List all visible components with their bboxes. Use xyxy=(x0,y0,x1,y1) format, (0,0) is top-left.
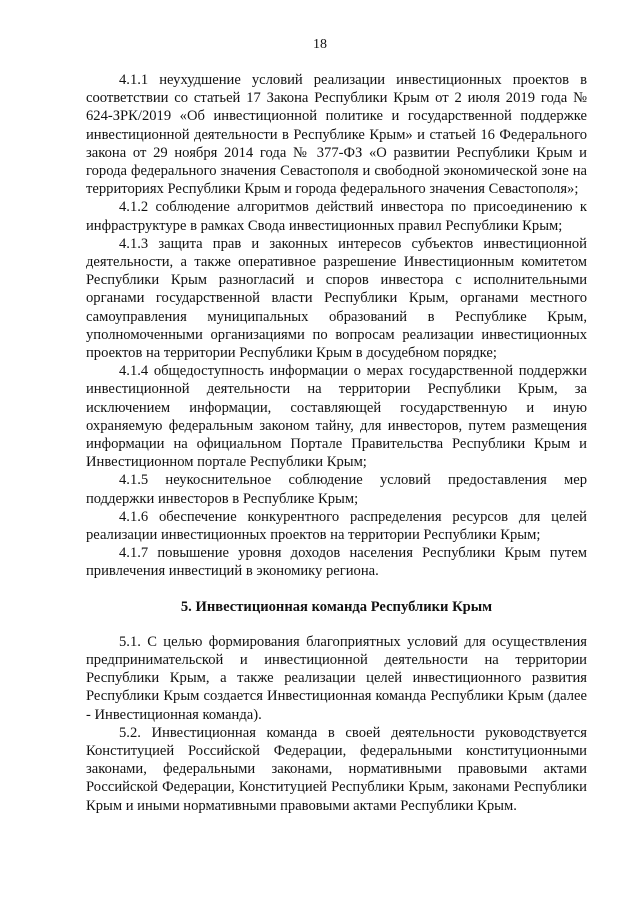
paragraph-4-1-6: 4.1.6 обеспечение конкурентного распределения ресурсов для целей реализации инвестиционных проектов на территории Республики Крым; xyxy=(86,508,587,544)
paragraph-4-1-4: 4.1.4 общедоступность информации о мерах государственной поддержки инвестиционной деятельности на территории Республики Крым, за исключением информации, составляющей государственную и иную охраняемую федеральным законом тайну, для инвесторов, путем размещения информации на официальном Портале Правительства Республики Крым и Инвестиционном портале Республики Крым; xyxy=(86,363,587,471)
paragraph-4-1-5: 4.1.5 неукоснительное соблюдение условий предоставления мер поддержки инвесторов в Республике Крым; xyxy=(86,472,587,507)
paragraph-4-1-2: 4.1.2 соблюдение алгоритмов действий инвестора по присоединению к инфраструктуре в рамках Свода инвестиционных правил Республики Крым; xyxy=(86,199,587,234)
paragraph-4-1-3: 4.1.3 защита прав и законных интересов субъектов инвестиционной деятельности, а также оперативное разрешение Инвестиционным комитетом Республики Крым разногласий и споров инвестора с исполнительными органами государственной власти Республики Крым, органами местного самоуправления муниципальных образований в Республике Крым, уполномоченными организациями по вопросам реализации инвестиционных проектов на территории Республики Крым в досудебном порядке; xyxy=(86,235,587,362)
document-body xyxy=(86,71,587,815)
paragraph-5-2: 5.2. Инвестиционная команда в своей деятельности руководствуется Конституцией Российской Федерации, федеральными конституционными законами, федеральными законами, нормативными правовыми актами Российской Федерации, Конституцией Республики Крым, законами Республики Крым и иными нормативными правовыми актами Республики Крым. xyxy=(86,724,587,814)
page-number: 18 xyxy=(313,37,327,52)
paragraph-4-1-1: 4.1.1 неухудшение условий реализации инвестиционных проектов в соответствии со статьей 17 Закона Республики Крым от 2 июля 2019 года № 624-ЗРК/2019 «Об инвестиционной политике и государственной поддержке инвестиционной деятельности в Республике Крым» и статьей 16 Федерального закона от 29 ноября 2014 года № 377-ФЗ «О развитии Республики Крым и города федерального значения Севастополя и свободной экономической зоне на территориях Республики Крым и города федерального значения Севастополя»; xyxy=(86,72,587,198)
paragraph-5-1: 5.1. С целью формирования благоприятных условий для осуществления предпринимательской и инвестиционной деятельности на территории Республики Крым, а также реализации целей инвестиционного развития Республики Крым создается Инвестиционная команда Республики Крым (далее - Инвестиционная команда). xyxy=(86,633,587,723)
section-5-heading: 5. Инвестиционная команда Республики Крым xyxy=(180,598,493,615)
paragraph-4-1-7: 4.1.7 повышение уровня доходов населения Республики Крым путем привлечения инвестиций в экономику региона. xyxy=(86,545,587,580)
